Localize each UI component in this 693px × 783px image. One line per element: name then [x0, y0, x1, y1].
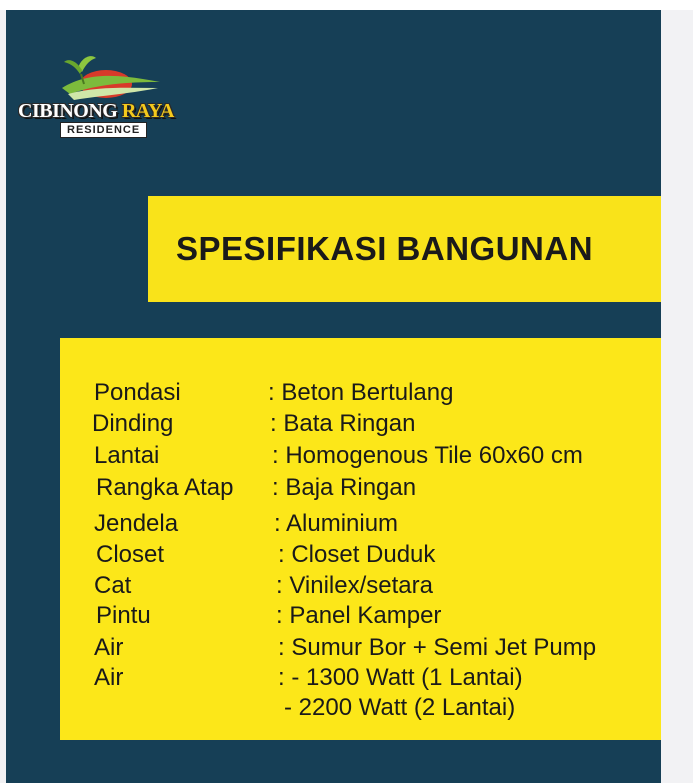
logo-name-part1: CIBINONG [18, 100, 122, 122]
spec-row-air-water [60, 634, 661, 664]
title-banner [148, 196, 661, 302]
spec-label: Air [94, 634, 124, 661]
spec-value: : Beton Bertulang [268, 379, 454, 406]
spec-row-cat [60, 572, 661, 602]
spec-value: : Aluminium [274, 510, 399, 537]
spec-row-jendela [60, 510, 661, 540]
page-title: SPESIFIKASI BANGUNAN [176, 230, 594, 267]
spec-label: Lantai [94, 442, 160, 469]
spec-label: Cat [94, 572, 132, 599]
spec-value: : - 1300 Watt (1 Lantai) [278, 664, 523, 691]
spec-value: : Sumur Bor + Semi Jet Pump [278, 634, 597, 661]
logo-subtitle: RESIDENCE [60, 122, 147, 138]
logo-emblem-icon [48, 48, 168, 106]
logo-wordmark [18, 100, 174, 123]
logo-name-part2: RAYA [121, 100, 174, 122]
spec-label: Closet [96, 541, 165, 568]
spec-row-dinding [60, 410, 661, 440]
spec-label: Dinding [92, 410, 174, 437]
spec-row-closet [60, 541, 661, 571]
spec-value: : Panel Kamper [276, 602, 442, 629]
spec-label: Pondasi [94, 379, 181, 406]
spec-value: : Vinilex/setara [276, 572, 433, 599]
spec-row-air-power [60, 664, 661, 694]
spec-value: : Closet Duduk [278, 541, 436, 568]
spec-value: : Baja Ringan [272, 474, 417, 501]
spec-label: Air [94, 664, 124, 691]
spec-row-pintu [60, 602, 661, 632]
poster [6, 10, 661, 783]
spec-row-lantai [60, 442, 661, 472]
cibinong-raya-logo [18, 48, 203, 143]
spec-label: Jendela [94, 510, 179, 537]
spec-row-rangka-atap [60, 474, 661, 504]
spec-row-pondasi [60, 379, 661, 409]
spec-value-continuation: - 2200 Watt (2 Lantai) [284, 694, 516, 721]
top-strip [0, 0, 693, 10]
spec-list [60, 338, 661, 740]
right-margin [661, 10, 693, 783]
spec-value: : Homogenous Tile 60x60 cm [272, 442, 583, 469]
spec-value: : Bata Ringan [270, 410, 416, 437]
spec-label: Pintu [96, 602, 151, 629]
spec-label: Rangka Atap [96, 474, 234, 501]
